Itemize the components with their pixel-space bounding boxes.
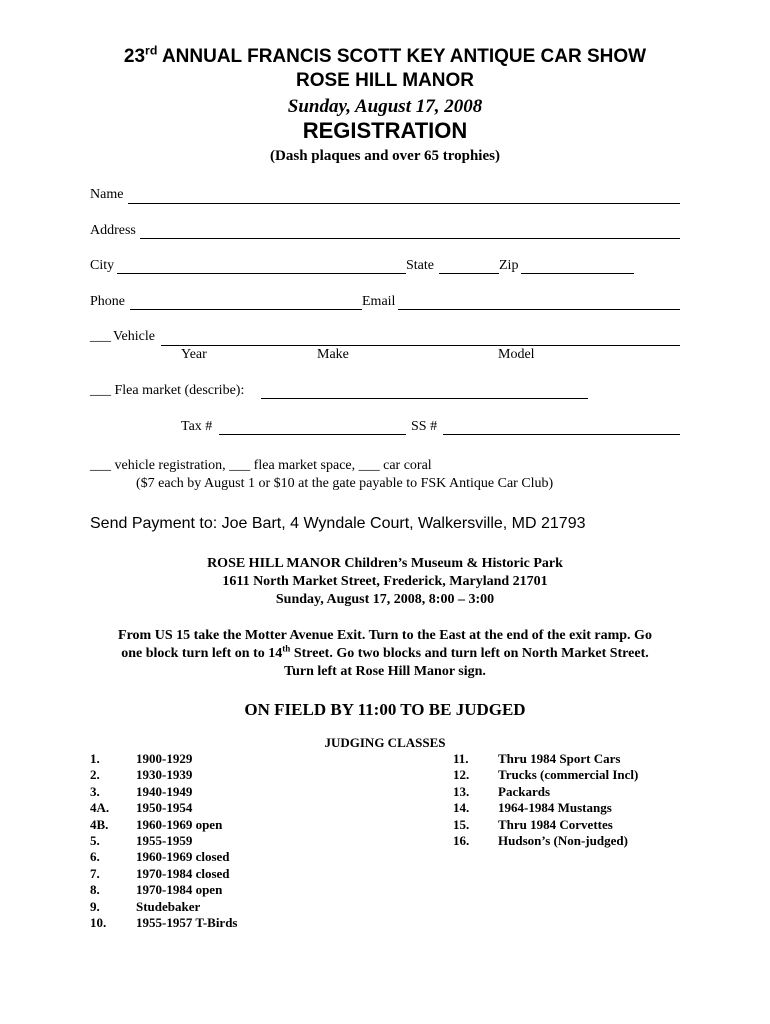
ss-label: SS # — [411, 419, 438, 434]
left-class-number: 7. — [90, 865, 100, 881]
left-class-label: 1940-1949 — [136, 783, 193, 799]
zip-field[interactable] — [521, 273, 634, 274]
right-class-label: Thru 1984 Corvettes — [498, 816, 613, 832]
right-class-number: 15. — [453, 816, 470, 832]
city-label: City — [90, 258, 115, 273]
city-field[interactable] — [117, 273, 406, 274]
flea-market-field[interactable] — [261, 398, 588, 399]
right-class-number: 12. — [453, 767, 470, 783]
left-class-label: 1960-1969 open — [136, 816, 223, 832]
left-class-label: Studebaker — [136, 898, 201, 914]
right-class-number: 11. — [453, 751, 469, 766]
fee-options: ___ vehicle registration, ___ flea market space, ___ car coral — [90, 458, 432, 473]
directions-line-2a: one block turn left on to 14 — [121, 646, 283, 661]
directions-line-2 — [0, 643, 770, 662]
state-label: State — [406, 258, 434, 273]
tax-label: Tax # — [181, 419, 213, 434]
vehicle-field[interactable] — [161, 345, 680, 346]
registration-heading: REGISTRATION — [302, 118, 468, 143]
fee-note: ($7 each by August 1 or $10 at the gate payable to FSK Antique Car Club) — [136, 476, 554, 491]
right-class-number: 13. — [453, 783, 470, 799]
state-field[interactable] — [439, 273, 499, 274]
ss-field[interactable] — [443, 434, 680, 435]
left-class-label: 1930-1939 — [136, 767, 193, 783]
left-class-label: 1970-1984 closed — [136, 865, 230, 881]
model-caption: Model — [498, 347, 535, 362]
left-class-number: 10. — [90, 915, 107, 930]
left-class-number: 9. — [90, 898, 100, 914]
address-field[interactable] — [140, 238, 680, 239]
payment-address: Send Payment to: Joe Bart, 4 Wyndale Court, Walkersville, MD 21793 — [90, 515, 586, 532]
vehicle-label: Vehicle — [113, 329, 155, 344]
left-class-number: 4A. — [90, 800, 110, 816]
on-field-heading: ON FIELD BY 11:00 TO BE JUDGED — [244, 700, 526, 719]
right-class-label: Thru 1984 Sport Cars — [498, 751, 621, 766]
year-caption: Year — [181, 347, 207, 362]
left-class-label: 1955-1959 — [136, 833, 193, 848]
location-line-1: ROSE HILL MANOR Children’s Museum & Historic Park — [207, 556, 563, 571]
left-class-number: 1. — [90, 751, 100, 766]
right-class-label: Packards — [498, 783, 550, 799]
make-caption: Make — [317, 347, 349, 362]
left-class-label: 1955-1957 T-Birds — [136, 915, 238, 930]
subtitle: (Dash plaques and over 65 trophies) — [270, 148, 500, 164]
left-class-label: 1900-1929 — [136, 751, 193, 766]
email-label: Email — [362, 294, 396, 309]
left-class-number: 6. — [90, 849, 100, 865]
right-class-number: 16. — [453, 833, 470, 848]
tax-field[interactable] — [219, 434, 406, 435]
name-field[interactable] — [128, 203, 680, 204]
email-field[interactable] — [398, 309, 680, 310]
vehicle-checkbox[interactable]: ___ — [90, 329, 111, 344]
right-class-label: Hudson’s (Non-judged) — [498, 833, 628, 848]
zip-label: Zip — [499, 258, 519, 273]
left-class-label: 1950-1954 — [136, 800, 193, 816]
title-number: 23 — [123, 46, 146, 67]
left-class-number: 2. — [90, 767, 100, 783]
directions-line-3: Turn left at Rose Hill Manor sign. — [284, 664, 486, 679]
location-line-2: 1611 North Market Street, Frederick, Maryland 21701 — [222, 574, 548, 589]
judging-classes-title: JUDGING CLASSES — [324, 735, 446, 750]
left-class-number: 3. — [90, 783, 100, 799]
title-text: ANNUAL FRANCIS SCOTT KEY ANTIQUE CAR SHOW — [157, 46, 647, 67]
directions-line-2b: Street. Go two blocks and turn left on North Market Street. — [290, 646, 649, 661]
left-class-number: 5. — [90, 833, 100, 848]
left-class-label: 1970-1984 open — [136, 882, 223, 898]
phone-label: Phone — [90, 294, 125, 309]
location-line-3: Sunday, August 17, 2008, 8:00 – 3:00 — [275, 592, 495, 607]
phone-field[interactable] — [130, 309, 362, 310]
left-class-label: 1960-1969 closed — [136, 849, 230, 865]
directions-line-1: From US 15 take the Motter Avenue Exit. Turn to the East at the end of the exit ramp. Go — [118, 628, 652, 643]
left-class-number: 4B. — [90, 816, 109, 832]
left-class-number: 8. — [90, 882, 100, 898]
address-label: Address — [90, 223, 136, 238]
right-class-label: 1964-1984 Mustangs — [498, 800, 612, 816]
venue-title: ROSE HILL MANOR — [295, 70, 475, 91]
right-class-number: 14. — [453, 800, 470, 816]
flea-market-label: ___ Flea market (describe): — [90, 383, 245, 398]
title-ordinal: rd — [145, 43, 158, 58]
event-date: Sunday, August 17, 2008 — [287, 96, 483, 117]
directions-ordinal: th — [282, 643, 291, 654]
event-title — [0, 43, 770, 68]
right-class-label: Trucks (commercial Incl) — [498, 767, 639, 783]
name-label: Name — [90, 187, 124, 202]
